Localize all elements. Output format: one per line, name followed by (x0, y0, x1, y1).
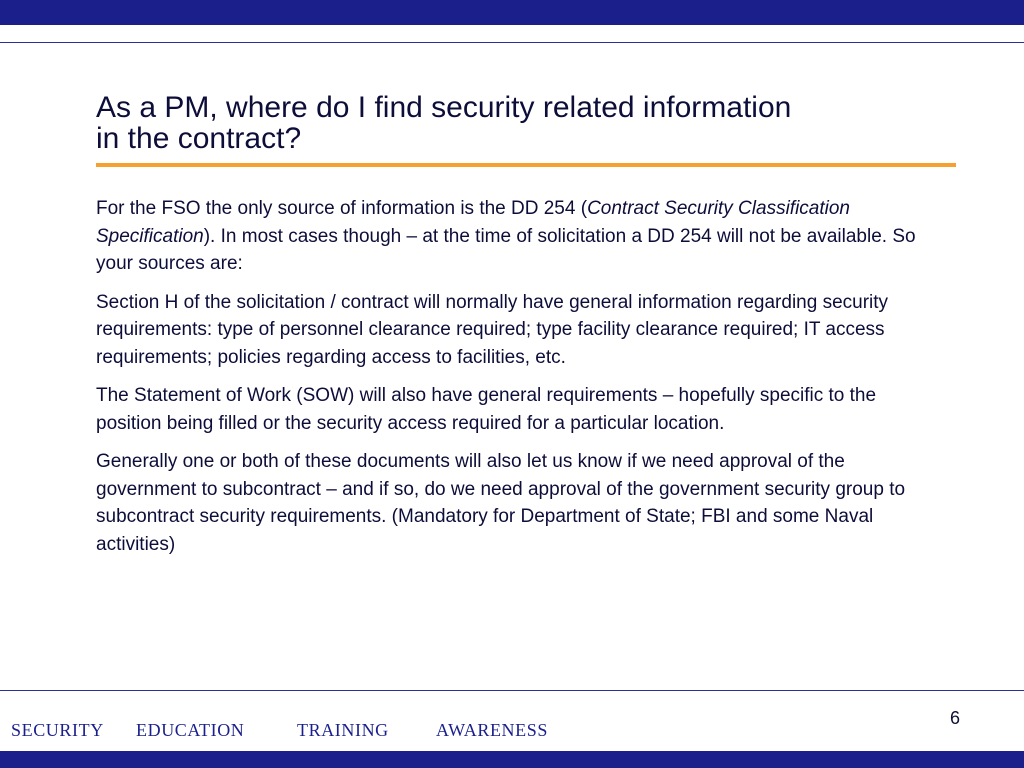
bottom-banner (0, 751, 1024, 768)
paragraph-dd254 (96, 195, 946, 278)
title-underline (96, 163, 956, 167)
slide-title (96, 92, 926, 154)
paragraph-dd254-text-after: ). In most cases though – at the time of solicitation a DD 254 will not be available. So your sources are: (96, 225, 916, 274)
footer-item-education: EDUCATION (136, 720, 245, 740)
paragraph-section-h: Section H of the solicitation / contract will normally have general information regarding security requirements: type of personnel clearance required; type facility clearance required; IT access requirements; policies regarding access to facilities, etc. (96, 291, 889, 368)
slide-title-line-2: in the contract? (96, 122, 302, 155)
paragraph-sow: The Statement of Work (SOW) will also have general requirements – hopefully specific to the position being filled or the security access required for a particular location. (96, 385, 877, 434)
paragraph-dd254-italic: Contract Security Classification Specification (96, 198, 850, 247)
top-banner (0, 0, 1024, 25)
paragraph-subcontract: Generally one or both of these documents will also let us know if we need approval of the government to subcontract – and if so, do we need approval of the government security group to subcontract security requirements. (Mandatory for Department of State; FBI and some Naval activities) (96, 451, 906, 555)
footer-item-awareness: AWARENESS (436, 720, 548, 740)
top-divider (0, 42, 1024, 43)
page-number: 6 (949, 708, 960, 728)
footer-item-security: SECURITY (11, 720, 104, 740)
paragraph-dd254-text-before: For the FSO the only source of information is the DD 254 ( (96, 198, 588, 219)
slide-body (96, 195, 946, 569)
slide-title-line-1: As a PM, where do I find security related information (96, 91, 792, 124)
footer-item-training: TRAINING (297, 720, 389, 740)
bottom-divider (0, 690, 1024, 691)
